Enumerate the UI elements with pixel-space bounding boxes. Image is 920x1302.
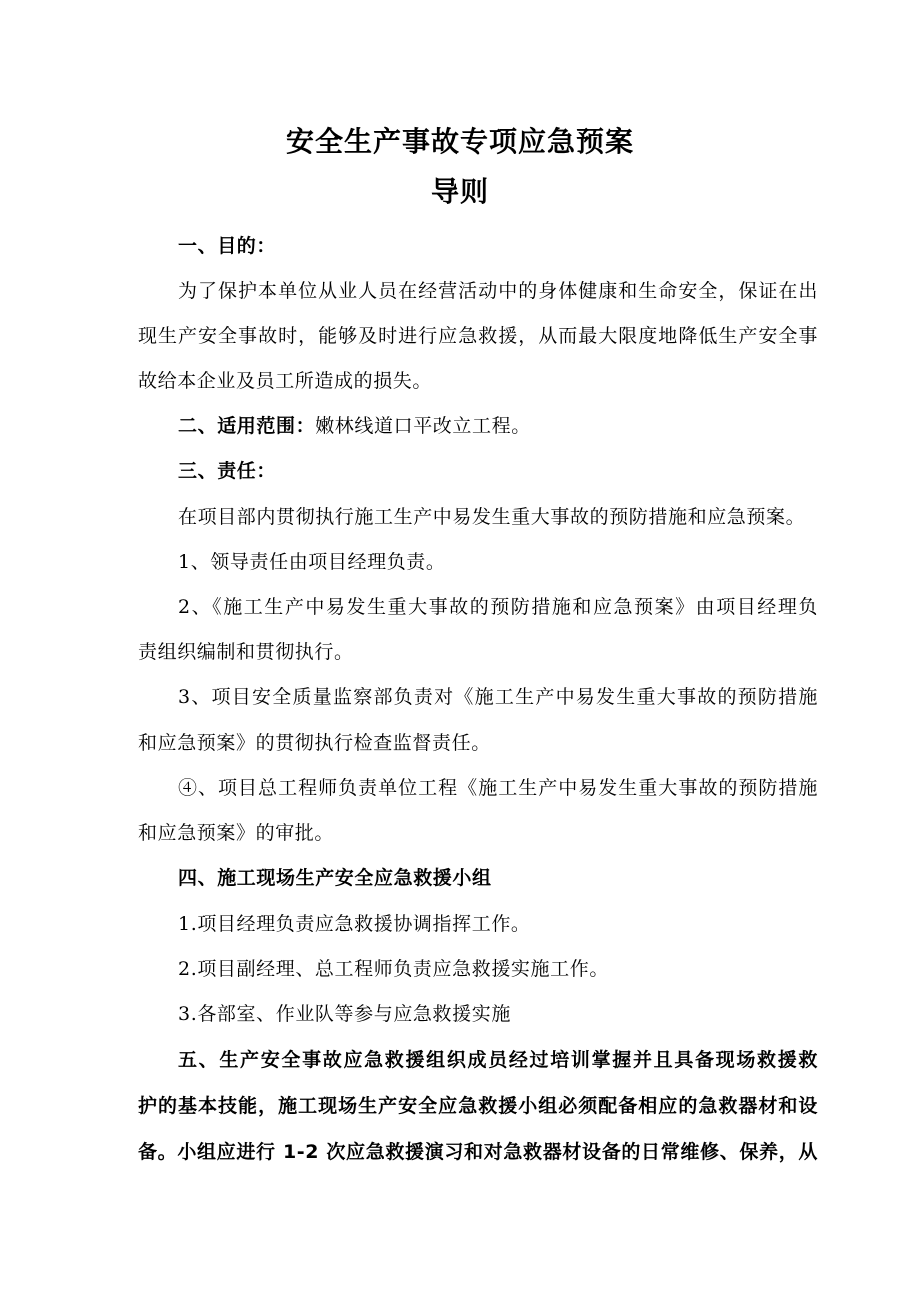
responsibility-item-2-cont: 责组织编制和贯彻执行。 [138, 641, 354, 663]
responsibility-item-2: 2、《施工生产中易发生重大事故的预防措施和应急预案》由项目经理负 [178, 596, 818, 618]
responsibility-item-1: 1、领导责任由项目经理负责。 [178, 551, 446, 573]
document-subtitle: 导则 [430, 175, 489, 208]
responsibility-item-4: ④、项目总工程师负责单位工程《施工生产中易发生重大事故的预防措施 [178, 777, 818, 799]
rescue-item-3: 3.各部室、作业队等参与应急救援实施 [178, 1003, 511, 1025]
purpose-line-2: 现生产安全事故时，能够及时进行应急救援，从而最大限度地降低生产安全事 [138, 325, 818, 347]
responsibility-heading: 三、责任： [178, 460, 277, 482]
purpose-line-3: 故给本企业及员工所造成的损失。 [138, 370, 433, 392]
training-line-3: 备。小组应进行 1-2 次应急救援演习和对急救器材设备的日常维修、保养，从 [138, 1141, 818, 1163]
responsibility-item-4-cont: 和应急预案》的审批。 [138, 822, 335, 844]
training-line-2: 护的基本技能，施工现场生产安全应急救援小组必须配备相应的急救器材和设 [138, 1095, 818, 1117]
scope-paragraph [178, 414, 818, 438]
document-title: 安全生产事故专项应急预案 [285, 125, 634, 158]
purpose-heading: 一、目的： [178, 235, 277, 257]
rescue-heading: 四、施工现场生产安全应急救援小组 [178, 867, 492, 889]
scope-text: 嫩林线道口平改立工程。 [315, 415, 531, 437]
responsibility-item-3-cont: 和应急预案》的贯彻执行检查监督责任。 [138, 732, 491, 754]
scope-heading: 二、适用范围： [178, 415, 316, 437]
responsibility-item-3: 3、项目安全质量监察部负责对《施工生产中易发生重大事故的预防措施 [178, 686, 818, 708]
purpose-line-1: 为了保护本单位从业人员在经营活动中的身体健康和生命安全，保证在出 [178, 280, 818, 302]
training-line-1: 五、生产安全事故应急救援组织成员经过培训掌握并且具备现场救援救 [178, 1049, 818, 1071]
responsibility-intro: 在项目部内贯彻执行施工生产中易发生重大事故的预防措施和应急预案。 [178, 506, 806, 528]
rescue-item-2: 2.项目副经理、总工程师负责应急救援实施工作。 [178, 958, 609, 980]
rescue-item-1: 1.项目经理负责应急救援协调指挥工作。 [178, 913, 531, 935]
